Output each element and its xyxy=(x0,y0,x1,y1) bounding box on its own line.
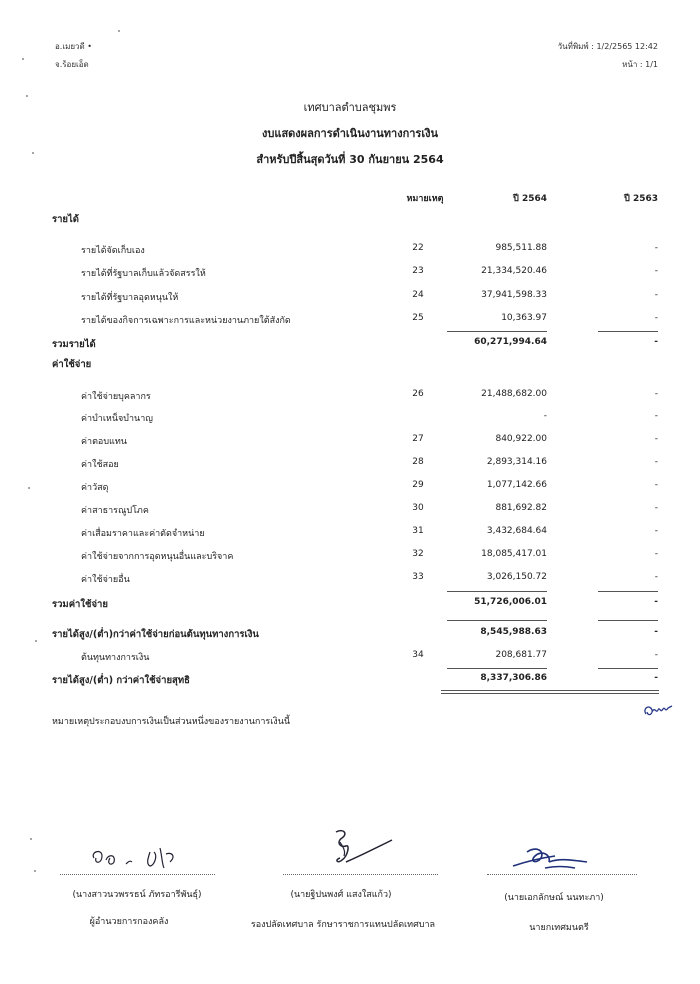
income-item-note: 23 xyxy=(412,266,424,276)
income-subtotal-rule xyxy=(447,331,547,332)
income-item-2564: 37,941,598.33 xyxy=(481,290,547,300)
income-item-note: 24 xyxy=(412,290,424,300)
expense-item-label: ค่าตอบแทน xyxy=(81,437,127,447)
initial-mark xyxy=(640,700,676,722)
expense-item-label: ค่าใช้จ่ายอื่น xyxy=(81,575,130,585)
expense-item-2564: 2,893,314.16 xyxy=(486,457,547,467)
income-section-label: รายได้ xyxy=(52,214,79,225)
income-total-2563: - xyxy=(654,337,658,347)
scan-speck xyxy=(35,640,37,642)
surplus-rule xyxy=(447,620,547,621)
expense-item-2563: - xyxy=(654,457,658,467)
expense-item-note: 32 xyxy=(412,549,424,559)
expense-subtotal-rule-2563 xyxy=(598,591,658,592)
signer-position-3: นายกเทศมนตรี xyxy=(529,923,589,933)
expense-item-2564: 18,085,417.01 xyxy=(481,549,547,559)
expense-item-note: 26 xyxy=(412,389,424,399)
col-2564-header: ปี 2564 xyxy=(513,194,547,204)
finance-cost-note: 34 xyxy=(412,650,424,660)
expense-item-label: ค่าสาธารณูปโภค xyxy=(81,506,149,516)
expense-total-2563: - xyxy=(654,597,658,607)
net-double-rule-bottom xyxy=(441,693,659,694)
scan-speck xyxy=(22,58,24,60)
finance-cost-2564: 208,681.77 xyxy=(495,650,547,660)
signer-name-2: (นายฐิปนพงศ์ แสงใสแก้ว) xyxy=(290,890,392,900)
expense-item-2563: - xyxy=(654,503,658,513)
income-item-label: รายได้จัดเก็บเอง xyxy=(81,246,145,256)
expense-item-2563: - xyxy=(654,526,658,536)
expense-item-2564: 3,026,150.72 xyxy=(486,572,547,582)
signer-name-3: (นายเอกลักษณ์ นนทะภา) xyxy=(504,893,604,903)
signature-line-3 xyxy=(487,874,637,875)
scan-speck xyxy=(32,152,34,154)
income-item-2563: - xyxy=(654,266,658,276)
page-number: หน้า : 1/1 xyxy=(622,60,658,69)
expense-item-2564: 1,077,142.66 xyxy=(486,480,547,490)
expense-item-2563: - xyxy=(654,480,658,490)
expense-total-label: รวมค่าใช้จ่าย xyxy=(52,599,108,610)
expense-subtotal-rule xyxy=(447,591,547,592)
expense-item-2563: - xyxy=(654,549,658,559)
income-item-note: 25 xyxy=(412,313,424,323)
income-total-label: รวมรายได้ xyxy=(52,339,96,350)
expense-item-2563: - xyxy=(654,434,658,444)
income-item-2563: - xyxy=(654,243,658,253)
expense-item-2564: - xyxy=(543,411,547,421)
surplus-before-finance-label: รายได้สูง/(ต่ำ)กว่าค่าใช้จ่ายก่อนต้นทุนทางการเงิน xyxy=(52,629,259,640)
signature-1 xyxy=(88,842,198,874)
surplus-before-finance-2563: - xyxy=(654,627,658,637)
net-surplus-label: รายได้สูง/(ต่ำ) กว่าค่าใช้จ่ายสุทธิ xyxy=(52,675,190,686)
expense-item-label: ค่าใช้จ่ายบุคลากร xyxy=(81,392,151,402)
expense-item-2564: 840,922.00 xyxy=(495,434,547,444)
income-total-2564: 60,271,994.64 xyxy=(474,337,547,347)
net-double-rule-top xyxy=(441,690,659,691)
expense-item-2564: 3,432,684.64 xyxy=(486,526,547,536)
income-item-2563: - xyxy=(654,290,658,300)
net-rule xyxy=(447,668,547,669)
income-item-label: รายได้ที่รัฐบาลเก็บแล้วจัดสรรให้ xyxy=(81,269,206,279)
col-2563-header: ปี 2563 xyxy=(624,194,658,204)
surplus-before-finance-2564: 8,545,988.63 xyxy=(480,627,547,637)
scan-speck xyxy=(118,30,120,32)
expense-item-2563: - xyxy=(654,389,658,399)
net-surplus-2563: - xyxy=(654,673,658,683)
expense-item-label: ค่าใช้สอย xyxy=(81,460,119,470)
header-location-line2: จ.ร้อยเอ็ด xyxy=(55,60,89,69)
signer-position-1: ผู้อำนวยการกองคลัง xyxy=(89,917,169,927)
statement-period: สำหรับปีสิ้นสุดวันที่ 30 กันยายน 2564 xyxy=(256,153,444,166)
expense-item-2564: 21,488,682.00 xyxy=(481,389,547,399)
expense-item-label: ค่าวัสดุ xyxy=(81,483,109,493)
scan-speck xyxy=(28,487,30,489)
signer-position-2: รองปลัดเทศบาล รักษาราชการแทนปลัดเทศบาล xyxy=(250,920,436,930)
expense-item-2563: - xyxy=(654,411,658,421)
expense-item-2564: 881,692.82 xyxy=(495,503,547,513)
signature-line-1 xyxy=(60,874,215,875)
income-item-label: รายได้ที่รัฐบาลอุดหนุนให้ xyxy=(81,293,179,303)
expense-item-2563: - xyxy=(654,572,658,582)
signature-line-2 xyxy=(283,874,438,875)
signer-name-1: (นางสาวนวพรรธน์ ภัทรอารีพันธุ์) xyxy=(72,890,202,900)
income-item-2563: - xyxy=(654,313,658,323)
income-item-label: รายได้ของกิจการเฉพาะการและหน่วยงานภายใต้สังกัด xyxy=(81,316,291,326)
col-note-header: หมายเหตุ xyxy=(406,194,444,204)
org-name: เทศบาลตำบลชุมพร xyxy=(303,101,397,114)
net-surplus-2564: 8,337,306.86 xyxy=(480,673,547,683)
expense-item-note: 28 xyxy=(412,457,424,467)
income-item-2564: 985,511.88 xyxy=(495,243,547,253)
surplus-rule-2563 xyxy=(598,620,658,621)
expense-item-note: 33 xyxy=(412,572,424,582)
expense-item-note: 31 xyxy=(412,526,424,536)
expense-item-note: 27 xyxy=(412,434,424,444)
expense-item-label: ค่าใช้จ่ายจากการอุดหนุนอื่นและบริจาค xyxy=(81,552,234,562)
expense-item-note: 29 xyxy=(412,480,424,490)
net-rule-2563 xyxy=(598,668,658,669)
signature-2 xyxy=(320,826,400,878)
finance-cost-2563: - xyxy=(654,650,658,660)
income-item-2564: 10,363.97 xyxy=(501,313,547,323)
header-location-line1: อ.เมยวดี • xyxy=(55,42,92,51)
expense-section-label: ค่าใช้จ่าย xyxy=(52,359,92,370)
scan-speck xyxy=(30,838,32,840)
scan-speck xyxy=(26,95,28,97)
expense-total-2564: 51,726,006.01 xyxy=(474,597,547,607)
scan-speck xyxy=(34,870,36,872)
expense-item-label: ค่าเสื่อมราคาและค่าตัดจำหน่าย xyxy=(81,529,205,539)
income-subtotal-rule-2563 xyxy=(598,331,658,332)
signature-3 xyxy=(505,840,595,876)
expense-item-note: 30 xyxy=(412,503,424,513)
income-item-note: 22 xyxy=(412,243,424,253)
finance-cost-label: ต้นทุนทางการเงิน xyxy=(81,653,150,663)
footnote: หมายเหตุประกอบงบการเงินเป็นส่วนหนึ่งของรายงานการเงินนี้ xyxy=(52,717,291,727)
print-date: วันที่พิมพ์ : 1/2/2565 12:42 xyxy=(557,42,658,51)
statement-title: งบแสดงผลการดำเนินงานทางการเงิน xyxy=(262,127,438,140)
expense-item-label: ค่าบำเหน็จบำนาญ xyxy=(81,414,153,424)
income-item-2564: 21,334,520.46 xyxy=(481,266,547,276)
